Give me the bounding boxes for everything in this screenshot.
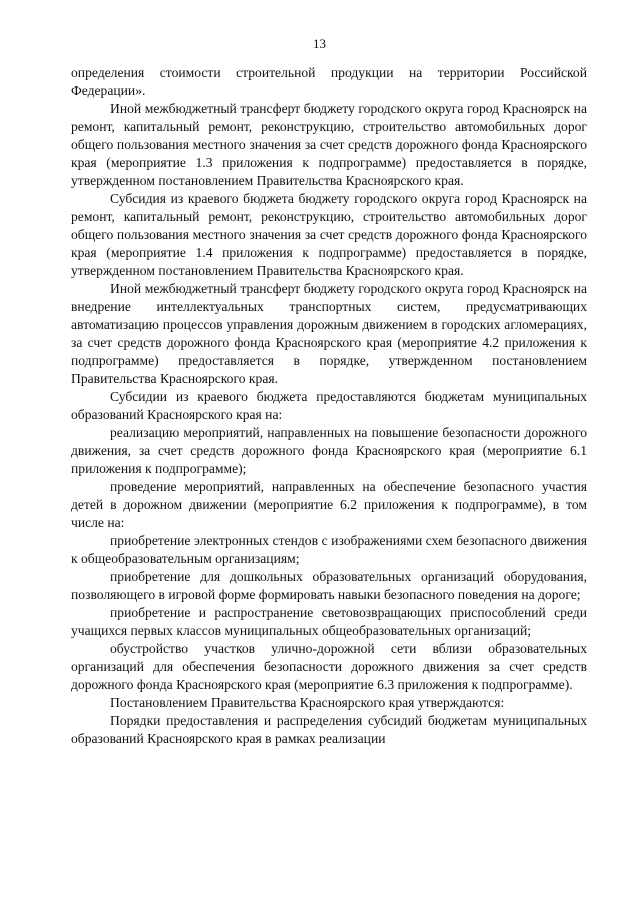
paragraph-4: Иной межбюджетный трансферт бюджету городского округа город Красноярск на внедрение интеллектуальных транспортных систем, предусматривающих автоматизацию процессов управления дорожным движением в городских агломерациях, за счет средств дорожного фонда Красноярского края (мероприятие 4.2 приложения к подпрограмме) предоставляется в порядке, утвержденном постановлением Правительства Красноярского края. [71, 281, 587, 386]
paragraph-2: Иной межбюджетный трансферт бюджету городского округа город Красноярск на ремонт, капитальный ремонт, реконструкцию, строительство автомобильных дорог общего пользования местного значения за счет средств дорожного фонда Красноярского края (мероприятие 1.3 приложения к подпрограмме) предоставляется в порядке, утвержденном постановлением Правительства Красноярского края. [71, 101, 587, 188]
paragraph-7: проведение мероприятий, направленных на обеспечение безопасного участия детей в дорожном движении (мероприятие 6.2 приложения к подпрограмме), в том числе на: [71, 479, 587, 530]
paragraph-11: обустройство участков улично-дорожной сети вблизи образовательных организаций для обеспечения безопасности дорожного движения за счет средств дорожного фонда Красноярского края (мероприятие 6.3 приложения к подпрограмме). [71, 641, 587, 692]
paragraph-8: приобретение электронных стендов с изображениями схем безопасного движения к общеобразовательным организациям; [71, 533, 587, 566]
paragraph-9: приобретение для дошкольных образовательных организаций оборудования, позволяющего в игровой форме формировать навыки безопасного поведения на дороге; [71, 569, 587, 602]
page-number: 13 [313, 36, 326, 51]
paragraph-3: Субсидия из краевого бюджета бюджету городского округа город Красноярск на ремонт, капитальный ремонт, реконструкцию, строительство автомобильных дорог общего пользования местного значения за счет средств дорожного фонда Красноярского края (мероприятие 1.4 приложения к подпрограмме) предоставляется в порядке, утвержденном постановлением Правительства Красноярского края. [71, 191, 587, 278]
paragraph-10: приобретение и распространение световозвращающих приспособлений среди учащихся первых классов муниципальных общеобразовательных организаций; [71, 605, 587, 638]
paragraph-13: Порядки предоставления и распределения субсидий бюджетам муниципальных образований Красноярского края в рамках реализации [71, 713, 587, 746]
paragraph-6: реализацию мероприятий, направленных на повышение безопасности дорожного движения, за счет средств дорожного фонда Красноярского края (мероприятие 6.1 приложения к подпрограмме); [71, 425, 587, 476]
paragraph-5: Субсидии из краевого бюджета предоставляются бюджетам муниципальных образований Красноярского края на: [71, 389, 587, 422]
paragraph-1: определения стоимости строительной продукции на территории Российской Федерации». [71, 65, 587, 98]
body-text [71, 64, 587, 748]
paragraph-12: Постановлением Правительства Красноярского края утверждаются: [110, 695, 505, 710]
